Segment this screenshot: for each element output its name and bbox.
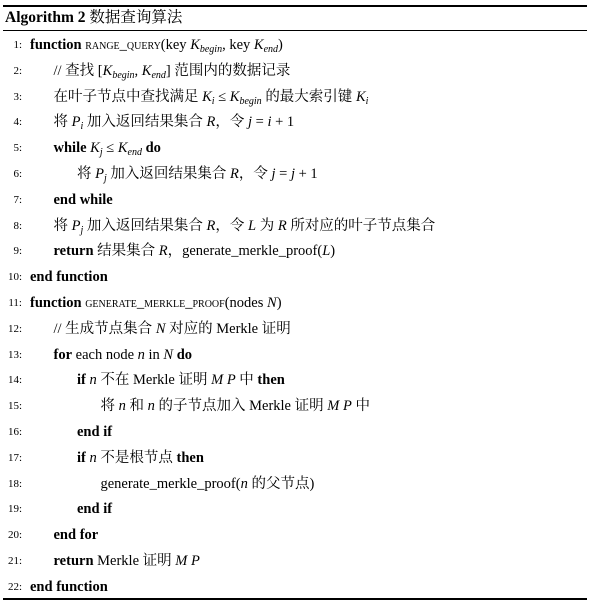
bottom-rule — [3, 598, 587, 600]
line-code: generate_merkle_proof(n 的父节点) — [100, 475, 315, 492]
code-line — [0, 522, 592, 548]
line-code: function range_query(key $K_{begin}$, key $K_{end}$) — [30, 37, 283, 55]
line-number: 9: — [13, 245, 22, 258]
line-number: 17: — [7, 451, 22, 464]
code-line — [0, 367, 592, 393]
code-line — [0, 342, 592, 368]
code-line — [0, 445, 592, 471]
code-line — [0, 264, 592, 290]
line-code: // 查找 [$K_{begin}$, $K_{end}$] 范围内的数据记录 — [53, 62, 291, 81]
code-line — [0, 574, 592, 600]
code-line — [0, 161, 592, 187]
line-code: if n 不是根节点 then — [77, 449, 204, 466]
line-code: end if — [77, 424, 113, 440]
algorithm-label: Algorithm 2 — [5, 9, 86, 26]
line-code: while $K_j \le K_{end}$ do — [53, 140, 161, 159]
line-code: return 结果集合 R，generate_merkle_proof(L) — [53, 243, 336, 260]
code-line — [0, 471, 592, 497]
line-code: 将 $P_i$ 加入返回结果集合 R，令 j = i + 1 — [53, 114, 295, 133]
line-number: 6: — [13, 168, 22, 180]
code-line — [0, 238, 592, 264]
line-code: 将 n 和 n 的子节点加入 Merkle 证明 M P 中 — [100, 398, 370, 415]
line-number: 11: — [8, 297, 22, 309]
line-code: for each node n in N do — [53, 346, 193, 363]
line-number: 22: — [7, 580, 22, 593]
code-line — [0, 109, 592, 135]
line-number: 18: — [7, 477, 22, 490]
line-number: 12: — [7, 322, 22, 335]
line-number: 19: — [7, 503, 22, 516]
code-line — [0, 496, 592, 522]
line-number: 13: — [7, 348, 22, 361]
line-number: 7: — [13, 193, 22, 206]
line-number: 14: — [7, 374, 22, 387]
line-number: 15: — [7, 400, 22, 413]
line-number: 10: — [7, 271, 22, 284]
line-number: 5: — [13, 142, 22, 155]
line-number: 3: — [13, 90, 22, 103]
line-code: end function — [30, 578, 108, 595]
line-code: 将 $P_j$ 加入返回结果集合 R，令 j = j + 1 — [77, 166, 318, 184]
code-line — [0, 290, 592, 316]
code-line — [0, 135, 592, 161]
code-line — [0, 419, 592, 445]
line-code: function generate_merkle_proof(nodes N) — [30, 295, 282, 311]
code-line — [0, 548, 592, 574]
code-line — [0, 32, 592, 58]
code-line — [0, 187, 592, 213]
code-line — [0, 58, 592, 84]
line-code: end if — [77, 501, 113, 518]
code-line — [0, 393, 592, 419]
caption-rule — [3, 30, 587, 31]
line-number: 20: — [7, 529, 22, 542]
code-line — [0, 316, 592, 342]
line-number: 4: — [13, 116, 22, 129]
line-number: 16: — [7, 426, 22, 438]
algorithm-title: 数据查询算法 — [89, 9, 183, 26]
line-number: 21: — [7, 555, 22, 567]
line-code: 在叶子节点中查找满足 $K_i \le K_{begin}$ 的最大索引键 $K_i$ — [53, 88, 369, 107]
line-code: return Merkle 证明 M P — [53, 553, 200, 569]
code-line — [0, 213, 592, 239]
code-line — [0, 84, 592, 110]
line-code: end for — [53, 527, 99, 544]
line-number: 1: — [13, 39, 22, 51]
line-code: // 生成节点集合 N 对应的 Merkle 证明 — [53, 320, 291, 337]
line-number: 8: — [13, 219, 22, 232]
line-number: 2: — [13, 64, 22, 77]
line-code: 将 $P_j$ 加入返回结果集合 R，令 L 为 R 所对应的叶子节点集合 — [53, 217, 436, 236]
line-code: end function — [30, 269, 108, 286]
line-code: if n 不在 Merkle 证明 M P 中 then — [77, 372, 285, 389]
algorithm-caption — [5, 7, 182, 29]
line-code: end while — [53, 191, 113, 208]
